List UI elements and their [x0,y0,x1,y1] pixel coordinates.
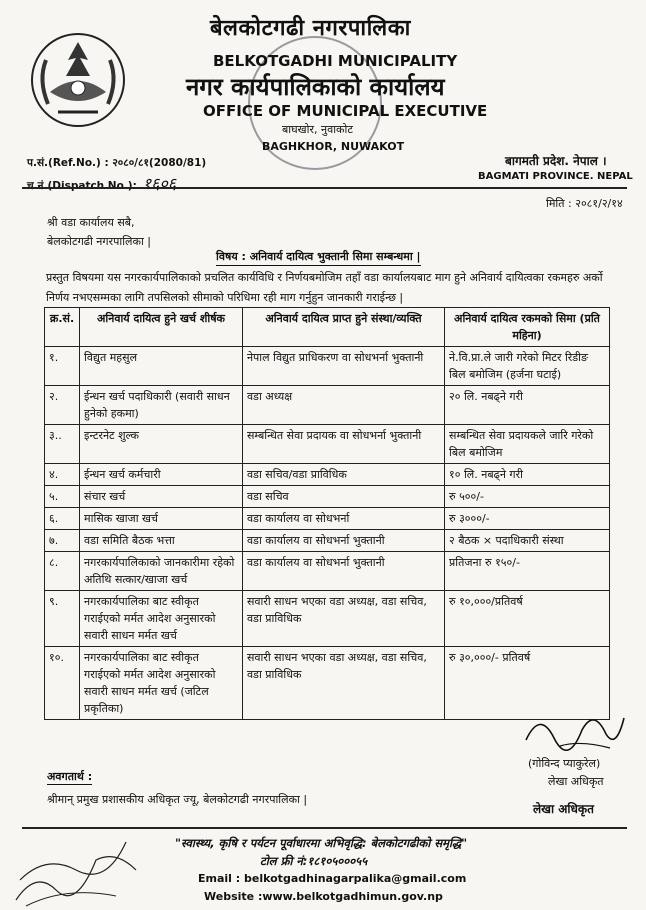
table-cell: नेपाल विद्युत प्राधिकरण वा सोधभर्ना भुक्तानी [242,347,444,386]
footer-tollfree: टोल फ्री नं:१८१०५०००५५ [260,854,368,868]
table-cell: १० लि. नबढ्ने गरी [445,464,610,486]
table-cell: ने.वि.प्रा.ले जारी गरेको मिटर रिडीङ बिल बमोजिम (हर्जना घटाई) [445,347,610,386]
table-cell: ईन्धन खर्च कर्मचारी [80,464,243,486]
table-header: अनिवार्य दायित्व प्राप्त हुने संस्था/व्यक्ति [242,308,444,347]
table-row [45,464,610,486]
table-header-row [45,308,610,347]
table-cell: ९. [45,591,80,647]
table-header: अनिवार्य दायित्व रकमको सिमा (प्रति महिना) [445,308,610,347]
table-header: क्र.सं. [45,308,80,347]
table-cell: नगरकार्यपालिका बाट स्वीकृत गराईएको मर्मत आदेश अनुसारको सवारी साधन मर्मत खर्च (जटिल प्रकृतिका) [80,647,243,720]
signature-mark [520,700,630,760]
table-header: अनिवार्य दायित्व हुने खर्च शीर्षक [80,308,243,347]
table-row [45,591,610,647]
signatory-name: (गोविन्द प्याकुरेल) [528,757,601,770]
footer-slogan: "स्वास्थ्य, कृषि र पर्यटन पूर्वाधारमा अभिवृद्धि: बेलकोटगढीको समृद्धि" [175,836,468,850]
cc-recipient: श्रीमान् प्रमुख प्रशासकीय अधिकृत ज्यू, बेलकोटगढी नगरपालिका | [47,793,308,806]
table-cell: वडा सचिव/वडा प्राविधिक [242,464,444,486]
table-cell: सम्बन्धित सेवा प्रदायक वा सोधभर्ना भुक्तानी [242,425,444,464]
table-cell: वडा अध्यक्ष [242,386,444,425]
table-row [45,552,610,591]
table-cell: वडा समिति बैठक भत्ता [80,530,243,552]
table-cell: मासिक खाजा खर्च [80,508,243,530]
dispatch-value: १६०६ [142,174,177,193]
table-row [45,347,610,386]
table-cell: ८. [45,552,80,591]
header-divider [22,187,627,189]
table-row [45,386,610,425]
table-cell: ६. [45,508,80,530]
table-cell: वडा कार्यालय वा सोधभर्ना भुक्तानी [242,530,444,552]
liability-table [44,307,610,720]
signatory-role: लेखा अधिकृत [548,775,604,788]
table-cell: ५. [45,486,80,508]
table-cell: वडा कार्यालय वा सोधभर्ना [242,508,444,530]
municipality-title-nepali: बेलकोटगढी नगरपालिका [210,16,411,41]
province-nepali: बागमती प्रदेश. नेपाल । [505,154,607,168]
table-row [45,508,610,530]
table-cell: विद्युत महसुल [80,347,243,386]
handwritten-note [6,830,156,910]
recipient-line-1: श्री वडा कार्यालय सबै, [47,216,135,229]
letter-date: मिति : २०८१/२/१४ [546,197,623,210]
table-cell: ४. [45,464,80,486]
table-cell: ईन्धन खर्च पदाधिकारी (सवारी साधन हुनेको हकमा) [80,386,243,425]
recipient-line-2: बेलकोटगढी नगरपालिका | [47,235,152,248]
table-cell: सवारी साधन भएका वडा अध्यक्ष, वडा सचिव, वडा प्राविधिक [242,591,444,647]
table-cell: १०. [45,647,80,720]
office-title-english: OFFICE OF MUNICIPAL EXECUTIVE [203,102,488,120]
table-cell: सवारी साधन भएका वडा अध्यक्ष, वडा सचिव, वडा प्राविधिक [242,647,444,720]
table-cell: ७. [45,530,80,552]
table-cell: रु ३०००/- [445,508,610,530]
table-cell: वडा कार्यालय वा सोधभर्ना भुक्तानी [242,552,444,591]
province-english: BAGMATI PROVINCE. NEPAL [478,171,633,182]
table-cell: २ बैठक × पदाधिकारी संस्था [445,530,610,552]
table-cell: वडा सचिव [242,486,444,508]
signatory-role-bold: लेखा अधिकृत [533,802,594,816]
table-cell: रु ३०,०००/- प्रतिवर्ष [445,647,610,720]
footer-divider [22,827,627,829]
table-cell: सम्बन्धित सेवा प्रदायकले जारि गरेको बिल बमोजिम [445,425,610,464]
footer-website: Website :www.belkotgadhimun.gov.np [204,890,443,903]
reference-number: प.सं.(Ref.No.) : २०८०/८१(2080/81) [27,157,207,169]
letter-body: प्रस्तुत विषयमा यस नगरकार्यपालिकाको प्रचलित कार्यविधि र निर्णयबमोजिम तहाँ वडा कार्यालयबाट माग हुने अनिवार्य दायित्वका रकमहरु अर्को निर्णय नभएसम्मका लागि तपसिलको सीमाको परिधिमा रही माग गर्नुहुन जानकारी गराईन्छ | [46,271,603,304]
table-cell: प्रतिजना रु १५०/- [445,552,610,591]
table-row [45,530,610,552]
nepal-government-emblem-icon [28,30,128,130]
cc-label: अवगतार्थ : [47,770,93,783]
table-cell: २० लि. नबढ्ने गरी [445,386,610,425]
municipality-title-english: BELKOTGADHI MUNICIPALITY [213,52,458,70]
table-cell: रु १०,०००/प्रतिवर्ष [445,591,610,647]
table-cell: संचार खर्च [80,486,243,508]
table-cell: रु ५००/- [445,486,610,508]
address-nepali: बाघखोर, नुवाकोट [282,123,353,136]
table-cell: २. [45,386,80,425]
table-cell: नगरकार्यपालिकाको जानकारीमा रहेको अतिथि सत्कार/खाजा खर्च [80,552,243,591]
dispatch-number [27,172,176,194]
table-cell: इन्टरनेट शुल्क [80,425,243,464]
table-cell: १. [45,347,80,386]
footer-email: Email : belkotgadhinagarpalika@gmail.com [198,872,467,885]
letter-subject: विषय : अनिवार्य दायित्व भुक्तानी सिमा सम्बन्धमा | [216,249,421,266]
table-row [45,425,610,464]
office-title-nepali: नगर कार्यपालिकाको कार्यालय [186,73,445,101]
table-cell: ३.. [45,425,80,464]
dispatch-label: च.नं.(Dispatch No.): [27,180,137,192]
address-english: BAGHKHOR, NUWAKOT [262,140,405,153]
table-cell: नगरकार्यपालिका बाट स्वीकृत गराईएको मर्मत आदेश अनुसारको सवारी साधन मर्मत खर्च [80,591,243,647]
table-row [45,486,610,508]
